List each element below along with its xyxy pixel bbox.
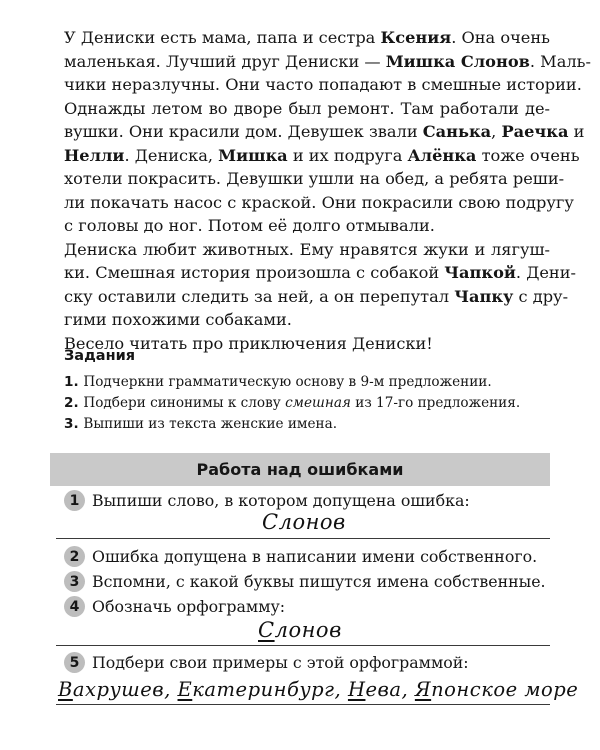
step-2 <box>64 546 537 567</box>
step-text: Ошибка допущена в написании имени собственного. <box>92 547 538 566</box>
orthogram-letter: С <box>258 618 275 642</box>
answer-4-handwritten <box>258 618 342 642</box>
separator: , <box>164 678 178 701</box>
orthogram-letter: Е <box>177 678 193 701</box>
step-number-badge: 1 <box>64 490 85 511</box>
orthogram-letter: Я <box>414 678 432 701</box>
text-line: вушки. Они красили дом. Девушек звали Санька, Раечка и <box>64 122 585 141</box>
proper-name: Чапкой <box>444 263 516 282</box>
step-5 <box>64 652 469 673</box>
example-word-rest: понское море <box>431 678 579 701</box>
paragraph-2 <box>64 97 585 238</box>
text-line: хотели покрасить. Девушки ушли на обед, а ребята реши- <box>64 169 565 188</box>
step-number-badge: 2 <box>64 546 85 567</box>
proper-name: Мишка <box>218 145 288 165</box>
example-word-rest: ахрушев <box>72 678 165 701</box>
answer-1-handwritten: Слонов <box>262 510 346 534</box>
separator: , <box>334 678 348 701</box>
emphasized-word: смешная <box>285 395 351 411</box>
text-line: ли покачать насос с краской. Они покрасили свою подругу <box>64 192 574 212</box>
proper-name: Чапку <box>454 286 514 306</box>
step-text: Выпиши слово, в котором допущена ошибка: <box>92 491 470 510</box>
example-word-rest: катеринбург <box>192 678 335 701</box>
text-line: гими похожими собаками. <box>64 310 292 329</box>
step-text: Обозначь орфограмму: <box>92 597 286 616</box>
step-4 <box>64 596 285 617</box>
task-item: 3. Выпиши из текста женские имена. <box>64 416 338 432</box>
proper-name: Раечка <box>501 122 569 141</box>
step-number-badge: 5 <box>64 652 85 673</box>
proper-name: Санька <box>422 122 492 141</box>
example-word-rest: ева <box>365 678 402 701</box>
paragraph-3 <box>64 238 576 332</box>
step-text: Вспомни, с какой буквы пишутся имена собственные. <box>92 572 546 591</box>
step-number-badge: 3 <box>64 571 85 592</box>
story-text <box>64 26 591 355</box>
answer-4-rest: лонов <box>274 618 342 642</box>
step-1 <box>64 490 470 511</box>
orthogram-letter: В <box>58 678 73 701</box>
proper-name: Алёнка <box>407 145 477 165</box>
paragraph-1 <box>64 26 591 97</box>
text-line: Нелли. Дениска, Мишка и их подруга Алёнка тоже очень <box>64 145 580 165</box>
writing-line-1 <box>56 538 550 539</box>
step-3 <box>64 571 546 592</box>
writing-line-2 <box>56 645 550 646</box>
step-text: Подбери свои примеры с этой орфограммой: <box>92 653 469 672</box>
tasks-block <box>64 348 550 435</box>
task-number: 2. <box>64 395 84 411</box>
task-item: 1. Подчеркни грамматическую основу в 9-м предложении. <box>64 374 492 390</box>
step-number-badge: 4 <box>64 596 85 617</box>
tasks-list <box>64 372 550 435</box>
proper-name: Мишка Слонов <box>385 51 530 71</box>
writing-line-3 <box>56 704 550 705</box>
text-line: ки. Смешная история произошла с собакой Чапкой. Дени- <box>64 263 576 282</box>
text-line: чики неразлучны. Они часто попадают в смешные истории. <box>64 75 582 94</box>
examples-handwritten <box>58 678 578 701</box>
separator: , <box>401 678 415 701</box>
text-line: ску оставили следить за ней, а он перепутал Чапку с дру- <box>64 286 569 306</box>
tasks-heading: Задания <box>64 348 136 364</box>
task-number: 3. <box>64 416 84 432</box>
proper-name: Нелли <box>64 145 125 165</box>
task-number: 1. <box>64 374 84 390</box>
text-line: с головы до ног. Потом её долго отмывали. <box>64 216 435 235</box>
error-work-title: Работа над ошибками <box>50 453 550 486</box>
proper-name: Ксения <box>380 28 452 47</box>
text-line: маленькая. Лучший друг Дениски — Мишка Слонов. Маль- <box>64 51 591 71</box>
text-line: Однажды летом во дворе был ремонт. Там работали де- <box>64 98 550 118</box>
task-item: 2. Подбери синонимы к слову смешная из 17-го предложения. <box>64 395 521 411</box>
text-line: Весело читать про приключения Дениски! <box>64 333 433 353</box>
text-line: Дениска любит животных. Ему нравятся жуки и лягуш- <box>64 239 550 259</box>
orthogram-letter: Н <box>347 678 366 701</box>
text-line: У Дениски есть мама, папа и сестра Ксения. Она очень <box>64 28 550 47</box>
